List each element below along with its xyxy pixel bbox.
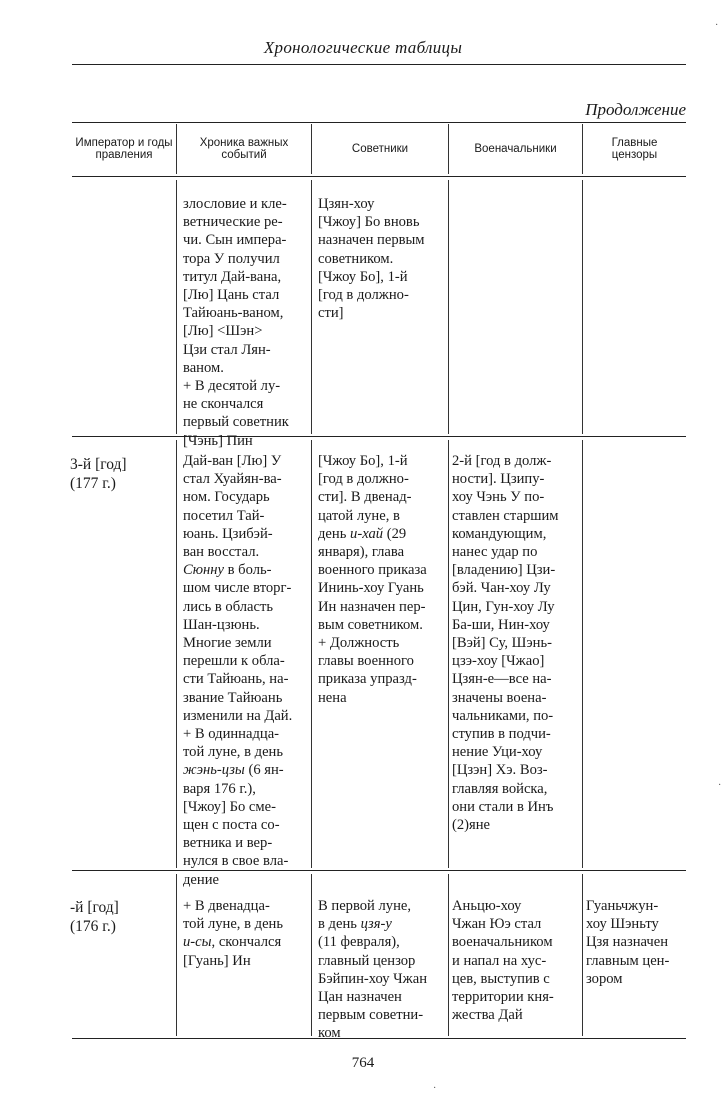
- text-line: (177 г.): [70, 475, 116, 492]
- text-line: советником.: [318, 250, 394, 267]
- row-separator: [72, 436, 686, 437]
- text-line: Цин, Гун-хоу Лу: [452, 598, 555, 615]
- text-line: Ининь-хоу Гуань: [318, 580, 424, 597]
- text-line: [год в должно-: [318, 471, 409, 488]
- advisers-cell: [318, 195, 446, 322]
- text-line: не скончался: [183, 396, 264, 413]
- text-line: Цзи стал Лян-: [183, 341, 271, 358]
- text-line: изменили на Дай.: [183, 707, 293, 724]
- text-line: назначен первым: [318, 232, 425, 249]
- text-line: военного приказа: [318, 562, 427, 579]
- text-line: главы военного: [318, 653, 414, 670]
- column-header-emperor: Император и годы правления: [75, 137, 173, 161]
- text-line: Цан назначен: [318, 989, 402, 1006]
- text-line: января), глава: [318, 544, 405, 561]
- reign-year-cell: [70, 455, 170, 493]
- events-cell: [183, 452, 309, 889]
- column-divider: [176, 180, 177, 434]
- text-line: звание Тайюань: [183, 689, 283, 706]
- text-line: юань. Цзибэй-: [183, 525, 273, 542]
- advisers-cell: [318, 897, 446, 1043]
- text-line: + Должность: [318, 635, 400, 652]
- text-line: лись в область: [183, 598, 274, 615]
- reign-year-cell: [70, 898, 170, 936]
- text-line: нена: [318, 689, 347, 706]
- text-line: чальниками, по-: [452, 707, 554, 724]
- text-line: перешли к обла-: [183, 653, 285, 670]
- text-line: приказа упразд-: [318, 671, 417, 688]
- column-divider: [311, 180, 312, 434]
- text-line: ком: [318, 1025, 341, 1042]
- text-line: Бэйпин-хоу Чжан: [318, 970, 428, 987]
- continuation-label: Продолжение: [585, 100, 686, 119]
- text-line: (2)яне: [452, 817, 491, 834]
- text-line: (176 г.): [70, 918, 116, 935]
- column-divider: [448, 440, 449, 868]
- text-line: 3-й [год]: [70, 456, 127, 473]
- text-line: [Чжоу] Бо сме-: [183, 798, 276, 815]
- advisers-cell: [318, 452, 446, 707]
- text-line: [Чжоу] Бо вновь: [318, 214, 420, 231]
- text-line: в день цзя-у: [318, 916, 392, 933]
- text-line: стал Хуайян-ва-: [183, 471, 282, 488]
- column-divider: [176, 874, 177, 1036]
- column-header-commanders: Военачальники: [474, 143, 557, 155]
- text-line: Аньцю-хоу: [452, 898, 522, 914]
- text-line: [Вэй] Су, Шэнь-: [452, 635, 552, 652]
- column-divider: [176, 440, 177, 868]
- page-number: 764: [351, 1055, 375, 1071]
- text-line: зором: [586, 970, 623, 987]
- text-line: + В двенадца-: [183, 898, 270, 914]
- column-divider: [582, 440, 583, 868]
- text-line: сти Тайюань, на-: [183, 671, 289, 688]
- text-line: дение: [183, 871, 219, 888]
- text-line: титул Дай-вана,: [183, 268, 282, 285]
- column-header-advisers: Советники: [351, 143, 409, 155]
- column-divider: [311, 124, 312, 174]
- table-top-rule: [72, 122, 686, 123]
- text-line: Дай-ван [Лю] У: [183, 453, 282, 469]
- text-line: ступив в подчи-: [452, 726, 551, 743]
- text-line: той луне, в день: [183, 744, 284, 761]
- column-divider: [582, 124, 583, 174]
- row-separator: [72, 870, 686, 871]
- column-divider: [582, 180, 583, 434]
- text-line: Цзян-е—все на-: [452, 671, 552, 688]
- text-line: [год в должно-: [318, 287, 409, 304]
- events-cell: [183, 897, 309, 970]
- text-line: (11 февраля),: [318, 934, 400, 951]
- column-divider: [311, 874, 312, 1036]
- column-divider: [448, 874, 449, 1036]
- text-line: главляя войска,: [452, 780, 548, 797]
- text-line: ставлен старшим: [452, 507, 559, 524]
- text-line: сти]. В двенад-: [318, 489, 412, 506]
- events-cell: [183, 195, 309, 450]
- text-line: посетил Тай-: [183, 507, 265, 524]
- text-line: тора У получил: [183, 250, 280, 267]
- print-speck: ·: [718, 780, 722, 791]
- text-line: жества Дай: [452, 1007, 523, 1024]
- text-line: главный цензор: [318, 952, 416, 969]
- censors-cell: [586, 897, 686, 988]
- text-line: хоу Шэньту: [586, 916, 659, 933]
- text-line: ветнические ре-: [183, 214, 283, 231]
- text-line: ности]. Цзипу-: [452, 471, 545, 488]
- text-line: той луне, в день: [183, 916, 284, 933]
- text-line: чи. Сын импера-: [183, 232, 287, 249]
- text-line: 2-й [год в долж-: [452, 453, 552, 469]
- print-speck: ·: [715, 20, 719, 31]
- text-line: В первой луне,: [318, 898, 412, 914]
- column-divider: [582, 874, 583, 1036]
- text-line: [Гуань] Ин: [183, 952, 251, 969]
- column-divider: [448, 124, 449, 174]
- text-line: ном. Государь: [183, 489, 270, 506]
- text-line: Чжан Юэ стал: [452, 916, 542, 933]
- text-line: командующим,: [452, 525, 547, 542]
- text-line: Цзя назначен: [586, 934, 669, 951]
- text-line: -й [год]: [70, 899, 119, 916]
- text-line: нанес удар по: [452, 544, 538, 561]
- text-line: первый советник: [183, 414, 289, 431]
- column-divider: [176, 124, 177, 174]
- text-line: цзэ-хоу [Чжао]: [452, 653, 545, 670]
- running-title: Хронологические таблицы: [263, 38, 463, 57]
- text-line: военачальником: [452, 934, 553, 951]
- text-line: сти]: [318, 305, 344, 322]
- text-line: Тайюань-ваном,: [183, 305, 284, 322]
- text-line: варя 176 г.),: [183, 780, 256, 797]
- text-line: цатой луне, в: [318, 507, 400, 524]
- text-line: [Чжоу Бо], 1-й: [318, 268, 408, 285]
- text-line: территории кня-: [452, 989, 554, 1006]
- text-line: [Чжоу Бо], 1-й: [318, 453, 408, 469]
- text-line: щен с поста со-: [183, 817, 280, 834]
- text-line: шом числе вторг-: [183, 580, 292, 597]
- text-line: первым советни-: [318, 1007, 424, 1024]
- text-line: бэй. Чан-хоу Лу: [452, 580, 551, 597]
- text-line: главным цен-: [586, 952, 670, 969]
- text-line: + В одиннадца-: [183, 726, 280, 743]
- text-line: [Чэнь] Пин: [183, 432, 253, 449]
- text-line: вым советником.: [318, 616, 423, 633]
- text-line: Сюнну в боль-: [183, 562, 272, 579]
- text-line: [Цзэн] Хэ. Воз-: [452, 762, 548, 779]
- commanders-cell: [452, 897, 580, 1024]
- text-line: нулся в свое вла-: [183, 853, 289, 870]
- commanders-cell: [452, 452, 580, 834]
- text-line: [Лю] Цань стал: [183, 287, 280, 304]
- column-divider: [448, 180, 449, 434]
- text-line: Шан-цзюнь.: [183, 616, 260, 633]
- text-line: ван восстал.: [183, 544, 260, 561]
- text-line: Ин назначен пер-: [318, 598, 426, 615]
- text-line: день и-хай (29: [318, 525, 407, 542]
- text-line: цев, выступив с: [452, 970, 550, 987]
- column-header-censors: Главные цензоры: [611, 137, 658, 161]
- text-line: и-сы, скончался: [183, 934, 282, 951]
- text-line: нение Уци-хоу: [452, 744, 543, 761]
- text-line: + В десятой лу-: [183, 378, 281, 395]
- header-rule: [72, 64, 686, 65]
- text-line: Многие земли: [183, 635, 272, 652]
- text-line: и напал на хус-: [452, 952, 547, 969]
- text-line: хоу Чэнь У по-: [452, 489, 545, 506]
- text-line: ваном.: [183, 359, 224, 376]
- text-line: Ба-ши, Нин-хоу: [452, 616, 550, 633]
- text-line: ветника и вер-: [183, 835, 273, 852]
- text-line: значены воена-: [452, 689, 547, 706]
- print-speck: ·: [433, 1083, 437, 1094]
- text-line: они стали в Инъ: [452, 798, 554, 815]
- column-header-events: Хроника важных событий: [199, 137, 289, 161]
- text-line: Цзян-хоу: [318, 196, 375, 212]
- text-line: Гуаньчжун-: [586, 898, 659, 914]
- text-line: [владению] Цзи-: [452, 562, 556, 579]
- table-header-rule: [72, 176, 686, 177]
- text-line: злословие и кле-: [183, 196, 287, 212]
- column-divider: [311, 440, 312, 868]
- text-line: жэнь-цзы (6 ян-: [183, 762, 284, 779]
- text-line: [Лю] <Шэн>: [183, 323, 263, 340]
